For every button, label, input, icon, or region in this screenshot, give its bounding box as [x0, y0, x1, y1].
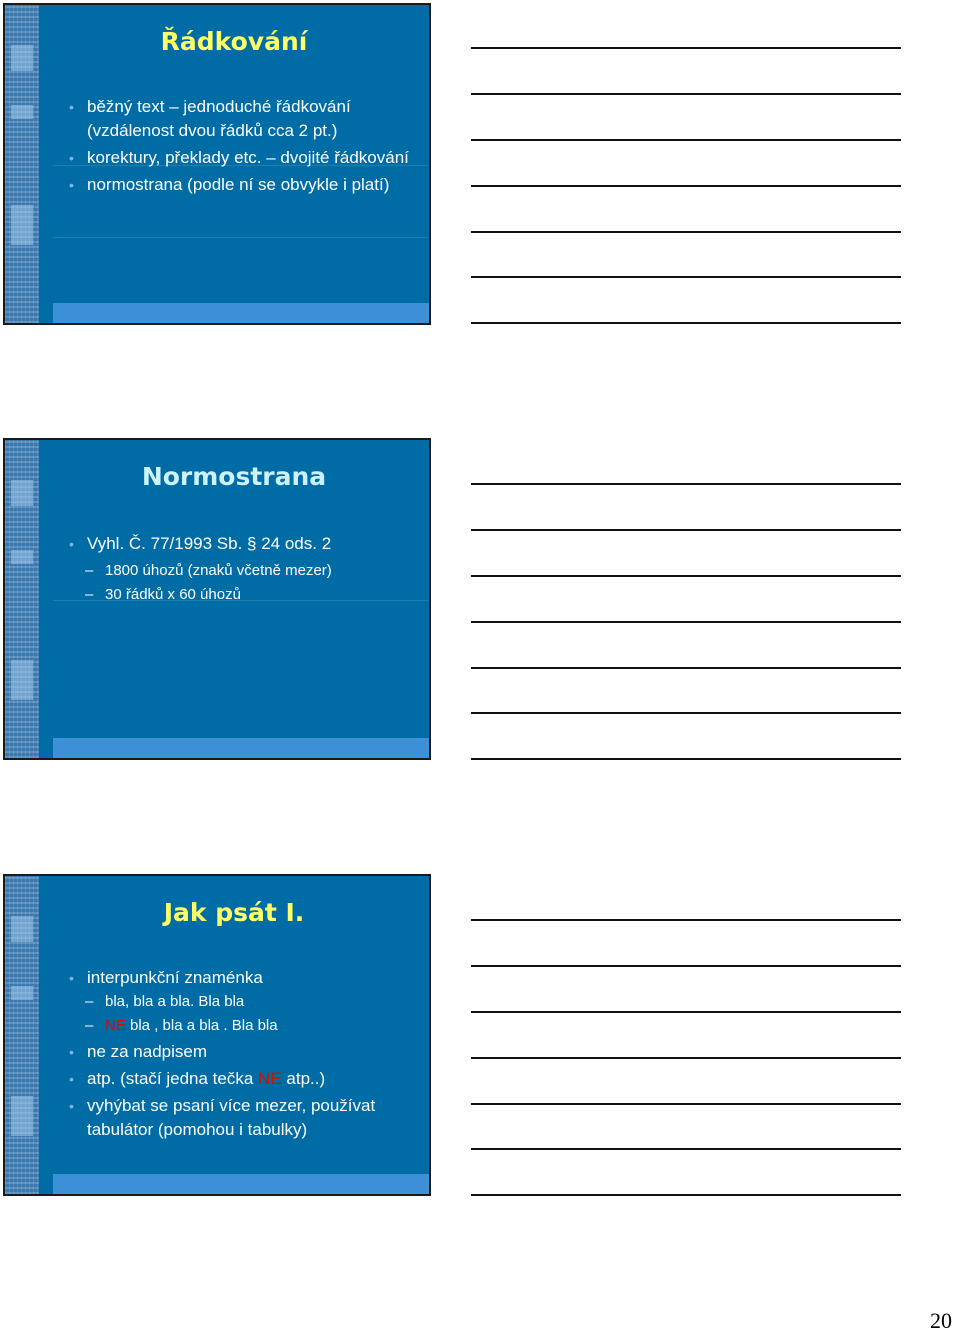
- bullet-item: • ne za nadpisem: [67, 1040, 423, 1064]
- slide-bottom-bar: [53, 1174, 429, 1194]
- sub-bullet-text: bla , bla a bla . Bla bla: [125, 1017, 278, 1034]
- slide-title: Normostrana: [141, 462, 327, 491]
- sub-bullet-item: – NE bla , bla a bla . Bla bla: [85, 1017, 278, 1034]
- bullet-item: • interpunkční znaménka: [67, 966, 423, 990]
- slide-normostrana: [3, 438, 431, 760]
- slide-bottom-bar: [53, 738, 429, 758]
- slide-title: Řádkování: [160, 27, 308, 56]
- slide-body: [67, 532, 423, 607]
- slide-radkovani: [3, 3, 431, 325]
- slide-body: [67, 966, 423, 1145]
- bullet-text: atp..): [281, 1069, 326, 1088]
- sub-bullet-item: – 30 řádků x 60 úhozů: [85, 586, 241, 603]
- sub-bullet-item: – bla, bla a bla. Bla bla: [85, 993, 245, 1010]
- sub-bullet-item: – 1800 úhozů (znaků včetně mezer): [85, 562, 332, 579]
- bullet-item: • normostrana (podle ní se obvykle i platí): [67, 173, 423, 197]
- slide-decor-strip: [5, 440, 39, 758]
- bullet-item: • běžný text – jednoduché řádkování (vzdálenost dvou řádků cca 2 pt.): [67, 95, 423, 143]
- sub-bullet-text: 30 řádků x 60 úhozů: [105, 586, 241, 603]
- bullet-item: • korektury, překlady etc. – dvojité řádkování: [67, 146, 423, 170]
- slide-decor-strip: [5, 5, 39, 323]
- sub-bullet-text: 1800 úhozů (znaků včetně mezer): [105, 562, 332, 579]
- slide-decor-strip: [5, 876, 39, 1194]
- no-mark: NE: [258, 1069, 282, 1088]
- slide-title: Jak psát I.: [163, 898, 305, 927]
- page-number: 20: [930, 1308, 952, 1333]
- sub-bullet-text: bla, bla a bla. Bla bla: [105, 993, 245, 1010]
- bullet-item: • vyhýbat se psaní více mezer, používat tabulátor (pomohou i tabulky): [67, 1094, 423, 1142]
- bullet-item: • Vyhl. Č. 77/1993 Sb. § 24 ods. 2: [67, 532, 423, 556]
- slide-jak-psat: [3, 874, 431, 1196]
- no-mark: NE: [105, 1017, 126, 1034]
- bullet-item: [67, 1067, 423, 1091]
- bullet-text: atp. (stačí jedna tečka: [87, 1069, 259, 1088]
- slide-body: [67, 95, 423, 200]
- slide-bottom-bar: [53, 303, 429, 323]
